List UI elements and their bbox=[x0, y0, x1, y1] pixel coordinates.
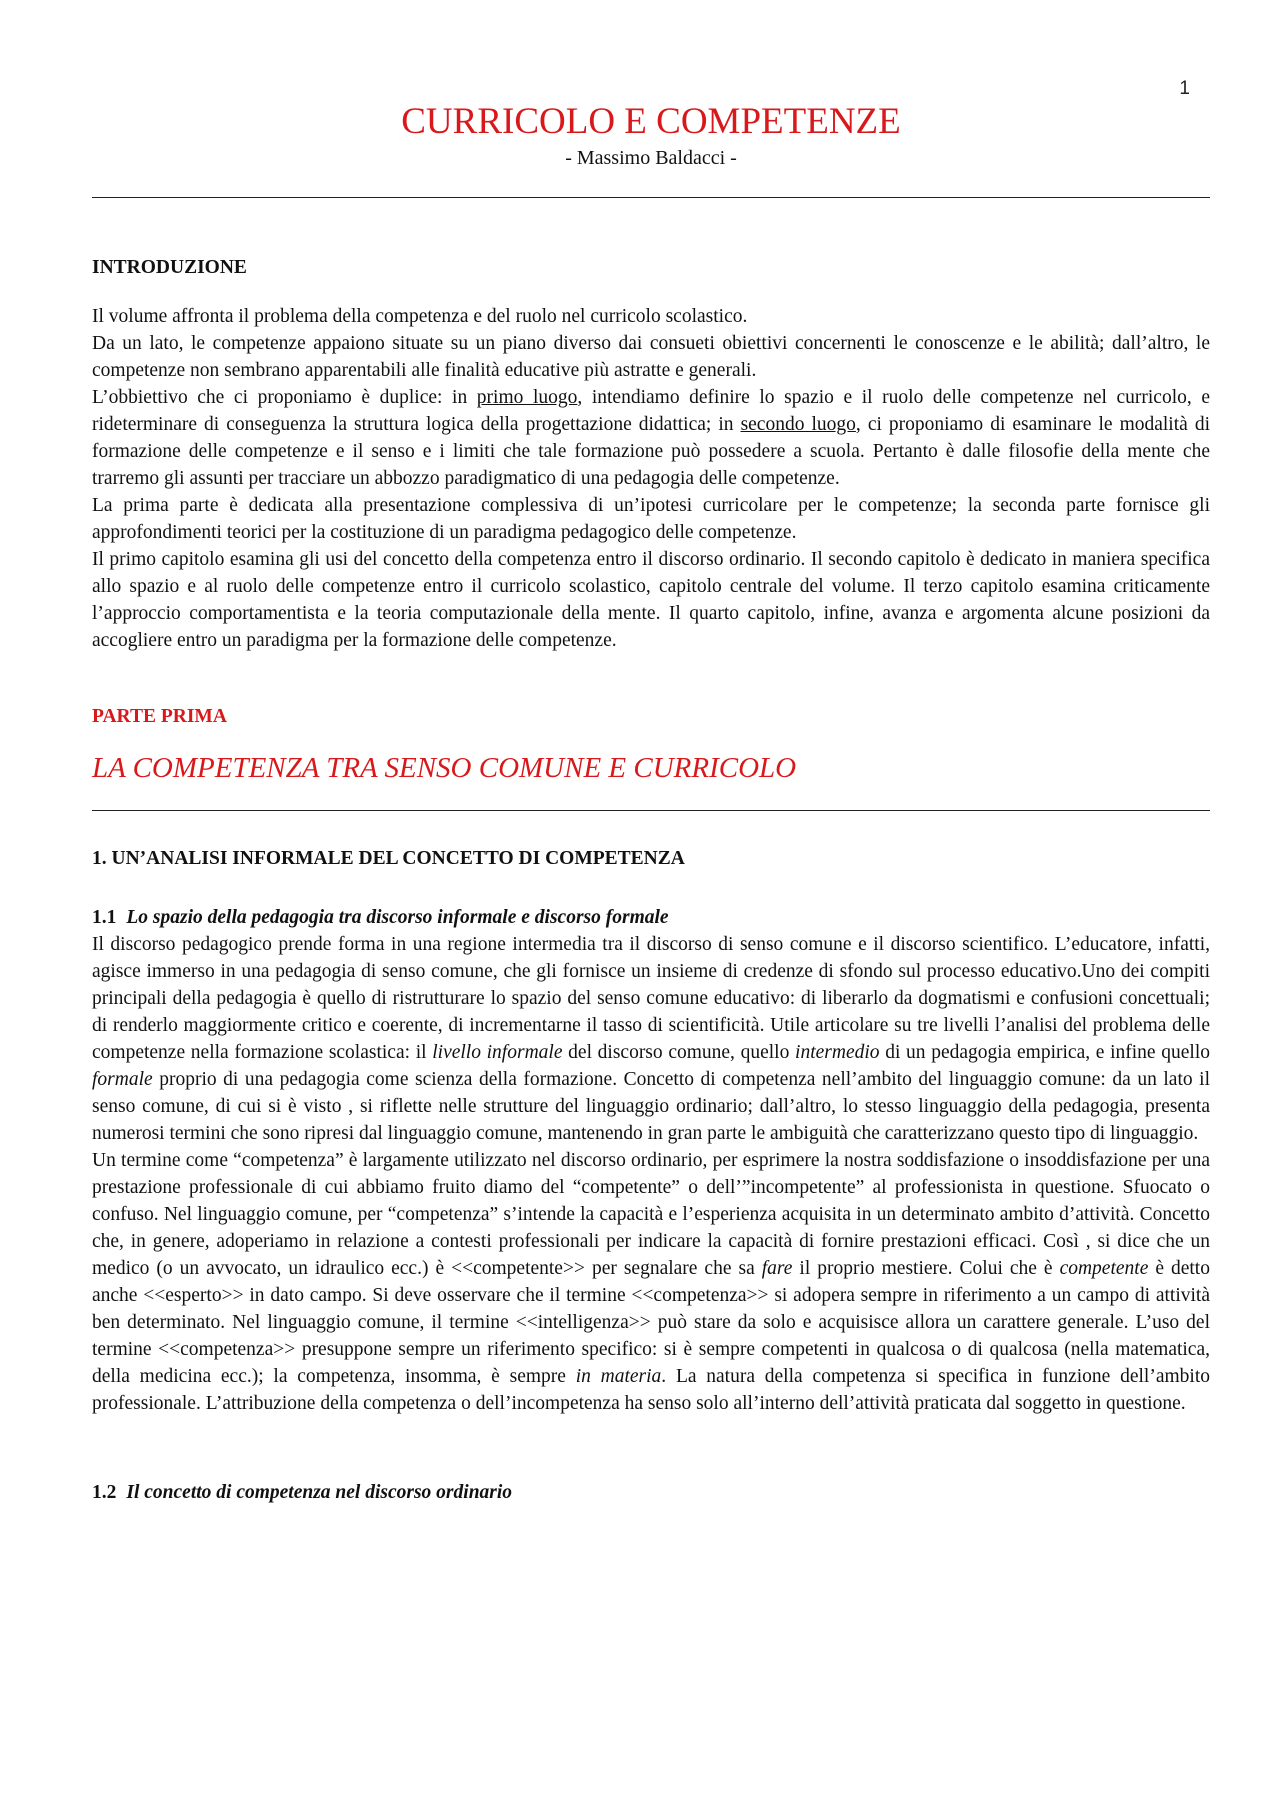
part-label: PARTE PRIMA bbox=[92, 706, 227, 727]
document-content bbox=[92, 100, 1210, 1506]
s1-p1-text-d: proprio di una pedagogia come scienza della formazione. Concetto di competenza nell’ambito del linguaggio comune: da un lato il senso comune, di cui si è visto , si riflette nelle strutture del linguaggio ordinario; dall’altro, lo stesso linguaggio della pedagogia, presenta numerosi termini che sono ripresi dal linguaggio comune, mantenendo in gran parte le ambiguità che caratterizzano questo tipo di linguaggio. bbox=[92, 1069, 1210, 1144]
s1-p2-italic-3: in materia bbox=[575, 1366, 662, 1387]
title-divider bbox=[92, 197, 1210, 198]
section-1-2-heading bbox=[92, 1479, 1210, 1506]
intro-p3-text-b: , intendiamo definire lo spazio e il ruolo delle competenze nel curricolo, e rideterminare di conseguenza la struttura logica della progettazione didattica; in bbox=[92, 387, 1210, 435]
s1-p1-italic-2: intermedio bbox=[795, 1042, 880, 1063]
intro-paragraph-2: Da un lato, le competenze appaiono situate su un piano diverso dai consueti obiettivi concernenti le conoscenze e le abilità; dall’altro, le competenze non sembrano apparentabili alle finalità educative più astratte e generali. bbox=[92, 333, 1210, 381]
chapter-heading: 1. UN’ANALISI INFORMALE DEL CONCETTO DI COMPETENZA bbox=[92, 848, 685, 869]
intro-p3-text-a: L’obbiettivo che ci proponiamo è duplice: in bbox=[92, 387, 477, 408]
s1-p2-italic-2: competente bbox=[1059, 1258, 1149, 1279]
document-title: CURRICOLO E COMPETENZE bbox=[401, 101, 901, 142]
intro-heading: INTRODUZIONE bbox=[92, 257, 247, 278]
section-1-1-paragraph-1 bbox=[92, 931, 1210, 1147]
page-number: 1 bbox=[1179, 78, 1190, 99]
intro-body bbox=[92, 303, 1210, 654]
section-1-1-paragraph-2 bbox=[92, 1147, 1210, 1417]
section-1-1-heading bbox=[92, 904, 1210, 931]
s1-p2-text-b: il proprio mestiere. Colui che è bbox=[792, 1258, 1060, 1279]
intro-paragraph-4: La prima parte è dedicata alla presentazione complessiva di un’ipotesi curricolare per le competenze; la seconda parte fornisce gli approfondimenti teorici per la costituzione di un paradigma pedagogico delle competenze. bbox=[92, 495, 1210, 543]
intro-paragraph-5: Il primo capitolo esamina gli usi del concetto della competenza entro il discorso ordinario. Il secondo capitolo è dedicato in maniera specifica allo spazio e al ruolo delle competenze entro il curricolo scolastico, capitolo centrale del volume. Il terzo capitolo esamina criticamente l’approccio comportamentista e la teoria computazionale della mente. Il quarto capitolo, infine, avanza e argomenta alcune posizioni da accogliere entro un paradigma per la formazione delle competenze. bbox=[92, 549, 1210, 651]
part-divider bbox=[92, 810, 1210, 811]
s1-p1-text-c: di un pedagogia empirica, e infine quello bbox=[879, 1042, 1211, 1063]
s1-p1-text-b: del discorso comune, quello bbox=[562, 1042, 796, 1063]
part-title: LA COMPETENZA TRA SENSO COMUNE E CURRICOLO bbox=[92, 752, 797, 784]
intro-p3-text-c: , ci proponiamo di esaminare le modalità di formazione delle competenze e il senso e i limiti che tale formazione può possedere a scuola. Pertanto è dalle filosofie della mente che trarremo gli assunti per tracciare un abbozzo paradigmatico di una pedagogia delle competenze. bbox=[92, 414, 1210, 489]
s1-p1-text-a: Il discorso pedagogico prende forma in una regione intermedia tra il discorso di senso comune e il discorso scientifico. L’educatore, infatti, agisce immerso in una pedagogia di senso comune, che gli fornisce un insieme di credenze di sfondo sul processo educativo.Uno dei compiti principali della pedagogia è quello di ristrutturare lo spazio del senso comune educativo: di liberarlo da dogmatismi e confusioni concettuali; di renderlo maggiormente critico e coerente, di incrementarne il tasso di scientificità. Utile articolare su tre livelli l’analisi del problema delle competenze nella formazione scolastica: il bbox=[92, 934, 1210, 1063]
intro-paragraph-3 bbox=[92, 384, 1210, 492]
section-number: 1.2 bbox=[92, 1482, 117, 1503]
s1-p2-text-c: è detto anche <<esperto>> in dato campo. Si deve osservare che il termine <<competenza>> si adopera sempre in riferimento a un campo di attività ben determinato. Nel linguaggio comune, il termine <<intelligenza>> può stare da solo e acquisisce allora un carattere generale. L’uso del termine <<competenza>> presuppone sempre un riferimento specifico: si è sempre competenti in qualcosa o di qualcosa (nella matematica, della medicina ecc.); la competenza, insomma, è sempre bbox=[92, 1258, 1210, 1387]
s1-p2-italic-1: fare bbox=[761, 1258, 793, 1279]
s1-p1-italic-1: livello informale bbox=[432, 1042, 563, 1063]
document-author: - Massimo Baldacci - bbox=[565, 147, 737, 169]
section-title: Il concetto di competenza nel discorso ordinario bbox=[126, 1482, 513, 1503]
s1-p2-text-d: . La natura della competenza si specifica in funzione dell’ambito professionale. L’attribuzione della competenza o dell’incompetenza ha senso solo all’interno dell’attività praticata dal soggetto in questione. bbox=[92, 1366, 1210, 1414]
intro-paragraph-1: Il volume affronta il problema della competenza e del ruolo nel curricolo scolastico. bbox=[92, 306, 748, 327]
s1-p1-italic-3: formale bbox=[92, 1069, 153, 1090]
s1-p2-text-a: Un termine come “competenza” è largamente utilizzato nel discorso ordinario, per esprimere la nostra soddisfazione o insoddisfazione per una prestazione professionale di cui abbiamo fruito diamo del “competente” o dell’”incompetente” al professionista in questione. Sfuocato o confuso. Nel linguaggio comune, per “competenza” s’intende la capacità e l’esperienza acquisita in un determinato ambito d’attività. Concetto che, in genere, adoperiamo in relazione a contesti professionali per indicare la capacità di fornire prestazioni efficaci. Così , si dice che un medico (o un avvocato, un idraulico ecc.) è <<competente>> per segnalare che sa bbox=[92, 1150, 1210, 1279]
intro-p3-underline-1: primo luogo bbox=[476, 387, 578, 408]
intro-p3-underline-2: secondo luogo bbox=[740, 414, 856, 435]
section-title: Lo spazio della pedagogia tra discorso informale e discorso formale bbox=[126, 907, 669, 928]
section-number: 1.1 bbox=[92, 907, 117, 928]
